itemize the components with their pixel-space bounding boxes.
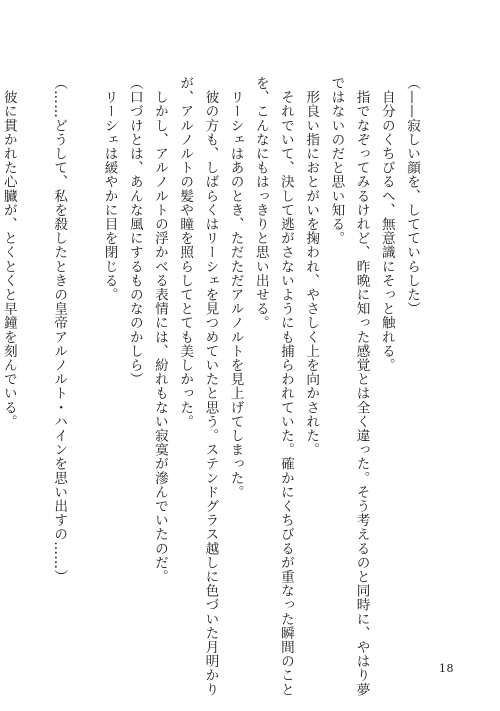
text-line: リーシェは緩やかに目を閉じる。: [101, 76, 118, 302]
vertical-text-body: [0, 76, 424, 697]
text-line: を、こんなにもはっきりと思い出せる。: [252, 76, 269, 330]
text-line: しかし、アルノルトの浮かべる表情には、紛れもない寂寞が滲んでいたのだ。: [151, 76, 168, 584]
text-line: が、アルノルトの髪や瞳を照らしてとても美しかった。: [177, 76, 194, 429]
text-line: リーシェはあのとき、ただただアルノルトを見上げてしまった。: [227, 76, 244, 499]
text-line: 自分のくちびるへ、無意識にそっと触れる。: [378, 76, 395, 373]
text-line: 指でなぞってみるけれど、昨晩に知った感覚とは全く違った。そう考えるのと同時に、やはり夢: [353, 76, 370, 697]
text-line: 彼に貫かれた心臓が、とくとくと早鐘を刻んでいる。: [0, 76, 17, 429]
page-number: 18: [439, 662, 454, 675]
blank-line: [71, 76, 96, 616]
text-line: 彼の方も、しばらくはリーシェを見つめていたと思う。ステンドグラス越しに色づいた月明かり: [202, 76, 219, 697]
text-line: 形良い指におとがいを掬われ、やさしく上を向かされた。: [303, 76, 320, 457]
blank-line: [21, 76, 46, 616]
text-line: （——寂しい顔を、してていらした）: [404, 76, 420, 316]
text-line: ではないのだと思い知る。: [328, 76, 345, 246]
text-line: （……どうして、私を殺したときの皇帝アルノルト・ハインを思い出すの……）: [51, 76, 68, 584]
text-line: それでいて、決して逃がさないようにも捕らわれていた。確かにくちびるが重なった瞬間のこと: [277, 76, 294, 697]
text-line: （口づけとは、あんな風にするものなのかしら）: [126, 76, 143, 387]
